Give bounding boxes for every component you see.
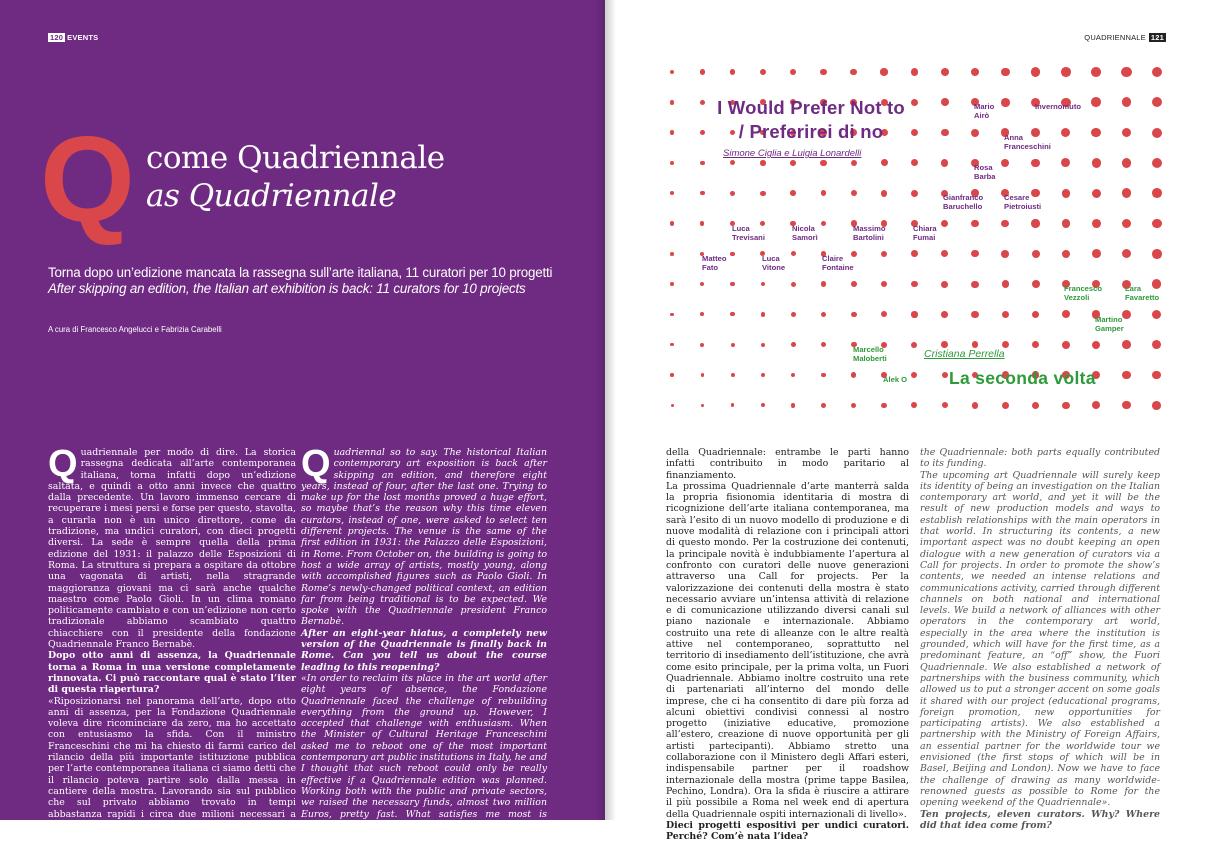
grid-dot <box>1062 402 1070 410</box>
artist-label: Luca Vitone <box>762 254 786 272</box>
interview-question: After an eight-year hiatus, a completely new version of the Quadriennale is finally back in Rome. Can you tell us about the course leading to this reopening? <box>301 627 547 673</box>
dropcap-en: Q <box>301 443 331 485</box>
artist-label: Luca Trevisani <box>732 224 765 242</box>
grid-dot <box>700 343 704 347</box>
grid-dot <box>730 282 734 286</box>
grid-dot <box>971 68 979 76</box>
grid-dot <box>1122 128 1132 138</box>
grid-dot <box>971 311 978 318</box>
paragraph: The upcoming art Quadriennale will surely keep its identity of being an investigation on the Italian contemporary art world, and yet it will be the result of new production models and ways to establish relationships with the main operators in that world. In structuring its contents, a new important aspect was no doubt keeping an open dialogue with a new generation of curators via a Call for projects. In order to promote the show’s contents, we needed an intense relations and communications activity, carried through different channels on both national and international levels. We build a network of alliances with other operators in the contemporary art world, especially in the area where the institution is grounded, which will have for the first time, as a predominant feature, an “off” show, the Fuori Quadriennale. We also established a network of partnerships with the business community, which allowed us to put a stronger accent on some goals it shared with our project (educational programs, foreign promotion, new opportunities for participating artists). We also established a partnership with the Ministry of Foreign Affairs, an essential partner for the worldwide tour we envisioned (the first stops of which will be in Basel, Beijing and London). Now we have to face the challenge of drawing as many worldwide-renowned guests as possible to Rome for the opening weekend of the Quadriennale». <box>920 469 1160 809</box>
grid-dot <box>700 69 705 74</box>
grid-dot <box>700 282 704 286</box>
grid-dot <box>791 282 796 287</box>
grid-dot <box>760 160 765 165</box>
project2-title: La seconda volta <box>949 368 1096 388</box>
grid-dot <box>701 404 704 407</box>
grid-dot <box>911 250 918 257</box>
grid-dot <box>941 159 949 167</box>
right-column-italian <box>666 447 909 842</box>
grid-dot <box>1122 340 1131 349</box>
grid-dot <box>1152 371 1161 380</box>
grid-dot <box>730 252 735 257</box>
project-authors: Simone Ciglia e Luigia Lonardelli <box>723 148 862 159</box>
grid-dot <box>942 372 948 378</box>
grid-dot <box>730 191 735 196</box>
project-title <box>666 96 956 144</box>
grid-dot <box>1031 67 1040 76</box>
artist-label: Martino Gamper <box>1095 315 1124 333</box>
grid-dot <box>1031 219 1039 227</box>
grid-dot <box>761 312 766 317</box>
grid-dot <box>821 312 826 317</box>
grid-dot <box>731 343 735 347</box>
grid-dot <box>670 161 674 165</box>
grid-dot <box>971 220 979 228</box>
grid-dot <box>1152 219 1162 229</box>
grid-dot <box>971 281 978 288</box>
artist-label: Invernomuto <box>1035 102 1081 111</box>
artist-label: Rosa Barba <box>974 163 996 181</box>
grid-dot <box>821 403 826 408</box>
project2-author: Cristiana Perrella <box>924 348 1005 360</box>
big-letter-q: Q <box>40 111 131 247</box>
grid-dot <box>911 281 917 287</box>
right-column-english <box>920 447 1160 831</box>
grid-dot <box>1092 401 1100 409</box>
grid-dot <box>700 191 705 196</box>
interview-question: Dopo otto anni di assenza, la Quadriennale torna a Roma in una versione completamente rinnovata. Ci può raccontare qual è stato l’iter di questa riapertura? <box>48 650 296 696</box>
grid-dot <box>791 403 795 407</box>
right-page <box>606 0 1211 842</box>
grid-dot <box>670 70 675 75</box>
page-number-left: 120 <box>50 33 64 42</box>
grid-dot <box>1122 219 1131 228</box>
grid-dot <box>941 68 949 76</box>
grid-dot <box>880 68 887 75</box>
grid-dot <box>701 373 705 377</box>
grid-dot <box>1001 68 1010 77</box>
grid-dot <box>1152 401 1161 410</box>
grid-dot <box>941 341 948 348</box>
grid-dot <box>851 160 857 166</box>
grid-dot <box>942 402 948 408</box>
grid-dot <box>1152 249 1161 258</box>
grid-dot <box>881 281 887 287</box>
grid-dot <box>1001 220 1009 228</box>
grid-dot <box>821 190 827 196</box>
page-number-right: 121 <box>1150 33 1164 42</box>
grid-dot <box>820 69 827 76</box>
grid-dot <box>850 69 857 76</box>
grid-dot <box>820 160 826 166</box>
grid-dot <box>731 373 735 377</box>
grid-dot <box>730 160 735 165</box>
grid-dot <box>670 191 674 195</box>
grid-dot <box>670 313 674 317</box>
grid-dot <box>730 69 736 75</box>
grid-dot <box>670 343 673 346</box>
grid-dot <box>1032 402 1039 409</box>
grid-dot <box>1062 250 1070 258</box>
paragraph: uadriennal so to say. The historical Italian contemporary art exposition is back after skipping an edition, and therefore eight years, instead of four, after the last one. Trying to make up for the lost months proved a huge effort, so maybe that’s the reason why this time eleven curators, instead of one, were asked to select ten different projects. The venue is the same of the first edition in 1931: the Palazzo delle Esposizioni, in Rome. From October on, the building is going to host a wide array of artists, mostly young, along with accomplished figures such as Paolo Gioli. In Rome’s newly-changed political context, an edition far from being traditional is to be expected. We spoke with the Quadriennale president Franco Bernabè. <box>301 447 547 628</box>
dot-grid <box>606 0 1211 430</box>
grid-dot <box>1032 341 1040 349</box>
grid-dot <box>881 190 888 197</box>
grid-dot <box>1152 340 1161 349</box>
grid-dot <box>1122 401 1130 409</box>
grid-dot <box>761 282 766 287</box>
grid-dot <box>1002 402 1009 409</box>
grid-dot <box>1002 280 1010 288</box>
grid-dot <box>971 129 979 137</box>
artist-label: Anna Franceschini <box>1004 133 1051 151</box>
grid-dot <box>911 342 917 348</box>
grid-dot <box>881 403 886 408</box>
grid-dot <box>851 190 857 196</box>
grid-dot <box>1122 97 1132 107</box>
grid-dot <box>761 343 765 347</box>
grid-dot <box>971 250 978 257</box>
grid-dot <box>730 312 734 316</box>
artist-label: Alek O <box>883 375 908 384</box>
grid-dot <box>1122 188 1131 197</box>
grid-dot <box>670 373 673 376</box>
artist-label: Chiara Fumai <box>913 224 937 242</box>
left-column-italian <box>48 443 296 842</box>
grid-dot <box>791 373 796 378</box>
paragraph: «Riposizionarsi nel panorama dell’arte, dopo otto anni di assenza, per la Fondazione Quadriennale voleva dire ricominciare da zero, ma ho accettato con entusiasmo la sfida. Con il ministro Franceschini che mi ha chiesto di farmi carico del rilancio della più importante istituzione pubblica per l’arte contemporanea italiana ci siamo detti che il rilancio poteva partire solo dalla messa in cantiere della mostra. Lavorando sia sul pubblico che sul privato abbiamo trovato in tempi abbastanza rapidi i circa due milioni necessari a finanziare l’iniziativa. Quello che mi fa più piacere è proprio il carattere pubblico – privato <box>48 695 296 842</box>
grid-dot <box>761 373 765 377</box>
grid-dot <box>1092 341 1100 349</box>
grid-dot <box>790 69 796 75</box>
grid-dot <box>941 311 948 318</box>
subtitle-it: Torna dopo un’edizione mancata la rassegna sull’arte italiana, 11 curatori per 10 progetti <box>48 265 553 280</box>
grid-dot <box>1001 159 1009 167</box>
grid-dot <box>1061 128 1070 137</box>
grid-dot <box>1062 189 1071 198</box>
grid-dot <box>1152 67 1163 78</box>
grid-dot <box>700 161 705 166</box>
article-title-it: come Quadriennale <box>146 140 445 176</box>
paragraph: «In order to reclaim its place in the art world after eight years of absence, the Fondazione Quadriennale faced the challenge of rebuilding everything from the ground up. However, I accepted that challenge with enthusiasm. When the Minister of Cultural Heritage Franceschini asked me to reboot one of the most important contemporary art public institutions in Italy, he and I thought that such reboot could only be really effective if a Quadriennale edition was planned. Working both with the public and private sectors, we raised the necessary funds, almost two million Euros, pretty fast. What satisfies me most is actually the double private/public nature of <box>301 672 547 831</box>
grid-dot <box>1001 250 1009 258</box>
paragraph: the Quadriennale: both parts equally contributed to its funding. <box>920 447 1160 470</box>
artist-label: Nicola Samorì <box>792 224 818 242</box>
grid-dot <box>1152 158 1162 168</box>
grid-dot <box>791 251 796 256</box>
grid-dot <box>1152 128 1162 138</box>
interview-question: Ten projects, eleven curators. Why? Where did that idea come from? <box>920 808 1160 831</box>
section-label: EVENTS <box>67 33 99 42</box>
grid-dot <box>1092 158 1101 167</box>
left-column-english <box>301 443 547 831</box>
grid-dot <box>941 220 948 227</box>
dropcap-it: Q <box>48 443 78 485</box>
artist-label: Massimo Bartolini <box>853 224 886 242</box>
grid-dot <box>881 159 888 166</box>
byline: A cura di Francesco Angelucci e Fabrizia Carabelli <box>48 325 222 334</box>
grid-dot <box>760 69 766 75</box>
grid-dot <box>851 403 856 408</box>
artist-label: Cesare Pietroiusti <box>1004 193 1042 211</box>
grid-dot <box>1121 67 1131 77</box>
grid-dot <box>1122 249 1131 258</box>
grid-dot <box>1061 158 1070 167</box>
grid-dot <box>821 281 826 286</box>
artist-label: Claire Fontaine <box>822 254 854 272</box>
artist-label: Matteo Fato <box>702 254 727 272</box>
grid-dot <box>881 311 887 317</box>
grid-dot <box>790 190 796 196</box>
grid-dot <box>1001 98 1010 107</box>
grid-dot <box>790 160 796 166</box>
grid-dot <box>670 282 674 286</box>
grid-dot <box>1031 159 1040 168</box>
artist-label: Gianfranco Baruchello <box>943 193 984 211</box>
grid-dot <box>851 312 857 318</box>
grid-dot <box>791 342 796 347</box>
grid-dot <box>911 372 917 378</box>
grid-dot <box>1122 158 1132 168</box>
artist-label: Mario Airò <box>974 102 995 120</box>
grid-dot <box>731 403 735 407</box>
article-title-en: as Quadriennale <box>146 178 397 214</box>
left-page <box>0 0 605 842</box>
grid-dot <box>1062 341 1070 349</box>
paragraph: uadriennale per modo di dire. La storica rassegna dedicata all’arte contemporanea italiana, torna infatti dopo un’edizione saltata, e quindi a otto anni invece che quattro dalla precedente. Un lavoro immenso cercare di recuperare i mesi persi e forse per questo, stavolta, a curarla non è un unico direttore, come da tradizione, ma undici curatori, con dieci progetti diversi. La sede è sempre quella della prima edizione del 1931: il palazzo delle Esposizioni di Roma. La struttura si prepara a ospitare da ottobre una vagonata di artisti, nella stragrande maggioranza giovani ma ci sarà anche qualche maestro come Paolo Gioli. In un clima romano politicamente cambiato e con un’edizione non certo tradizionale abbiamo scambiato quattro chiacchiere con il presidente della fondazione Quadriennale Franco Bernabè. <box>48 447 296 651</box>
grid-dot <box>760 191 765 196</box>
grid-dot <box>1062 310 1070 318</box>
grid-dot <box>1091 128 1100 137</box>
grid-dot <box>911 402 917 408</box>
grid-dot <box>941 250 948 257</box>
grid-dot <box>700 312 704 316</box>
project-title-line2: / Preferirei di no <box>738 121 884 142</box>
grid-dot <box>1032 250 1040 258</box>
grid-dot <box>911 68 919 76</box>
grid-dot <box>670 252 674 256</box>
grid-dot <box>1091 67 1101 77</box>
grid-dot <box>881 251 887 257</box>
grid-dot <box>1152 97 1162 107</box>
artist-label: Marcello Maloberti <box>853 345 887 363</box>
grid-dot <box>851 372 856 377</box>
grid-dot <box>1092 189 1101 198</box>
grid-dot <box>972 402 979 409</box>
grid-dot <box>1091 97 1101 107</box>
grid-dot <box>911 159 918 166</box>
artist-label: Francesco Vezzoli <box>1064 284 1102 302</box>
grid-dot <box>670 221 674 225</box>
grid-dot <box>821 342 826 347</box>
section-label-right: QUADRIENNALE <box>1084 33 1146 42</box>
paragraph: La prossima Quadriennale d’arte manterrà salda la propria fisionomia identitaria di mostra di ricognizione dell’arte italiana contemporanea, ma sarà l’esito di un nuovo modello di produzione e di nuove modalità di relazione con i principali attori di questo mondo. Per la costruzione dei contenuti, la principale novità è indubbiamente l’apertura al confronto con curatori delle nuove generazioni attraverso una Call for projects. Per la valorizzazione dei contenuti della mostra è stato necessario avviare un’intensa attività di relazione e di comunicazione utilizzando diversi canali sul piano nazionale e internazionale. Abbiamo costruito una rete di alleanze con le altre realtà attive nel contemporaneo, soprattutto nel territorio di insediamento dell’istituzione, che avrà come esito principale, per la prima volta, un Fuori Quadriennale. Abbiamo inoltre costruito una rete di partenariati all’interno del mondo delle imprese, che ci ha consentito di dare più forza ad alcuni obiettivi condivisi connessi al nostro progetto (iniziative educative, promozione all’estero, creazione di nuove opportunità per gli artisti partecipanti). Abbiamo stretto una collaborazione con il Ministero degli Affari esteri, indispensabile partner per il roadshow internazionale della mostra (prime tappe Basilea, Pechino, Londra). Ora la sfida è riuscire a attirare il più possibile a Roma nel week end di apertura della Quadriennale ospiti internazionali di livello». <box>666 480 909 820</box>
grid-dot <box>821 221 827 227</box>
interview-question: Dieci progetti espositivi per undici curatori. Perché? Com’è nata l’idea? <box>666 819 909 842</box>
grid-dot <box>1092 219 1101 228</box>
grid-dot <box>1122 371 1130 379</box>
grid-dot <box>671 404 674 407</box>
grid-dot <box>1032 280 1040 288</box>
grid-dot <box>761 403 765 407</box>
project-title-line1: I Would Prefer Not to <box>717 97 905 118</box>
grid-dot <box>700 221 704 225</box>
grid-dot <box>941 281 948 288</box>
grid-dot <box>1032 311 1040 319</box>
grid-dot <box>911 190 918 197</box>
grid-dot <box>1092 249 1101 258</box>
grid-dot <box>1062 219 1071 228</box>
grid-dot <box>1002 311 1009 318</box>
grid-dot <box>821 373 826 378</box>
grid-dot <box>791 312 796 317</box>
subtitle-en: After skipping an edition, the Italian art exhibition is back: 11 curators for 10 projects <box>48 281 526 296</box>
grid-dot <box>1061 67 1070 76</box>
grid-dot <box>1152 310 1161 319</box>
artist-label: Lara Favaretto <box>1125 284 1160 302</box>
folio-left <box>48 33 98 42</box>
paragraph: della Quadriennale: entrambe le parti hanno infatti contribuito in modo paritario al finanziamento. <box>666 447 909 481</box>
grid-dot <box>851 281 857 287</box>
grid-dot <box>1152 188 1162 198</box>
grid-dot <box>911 311 917 317</box>
